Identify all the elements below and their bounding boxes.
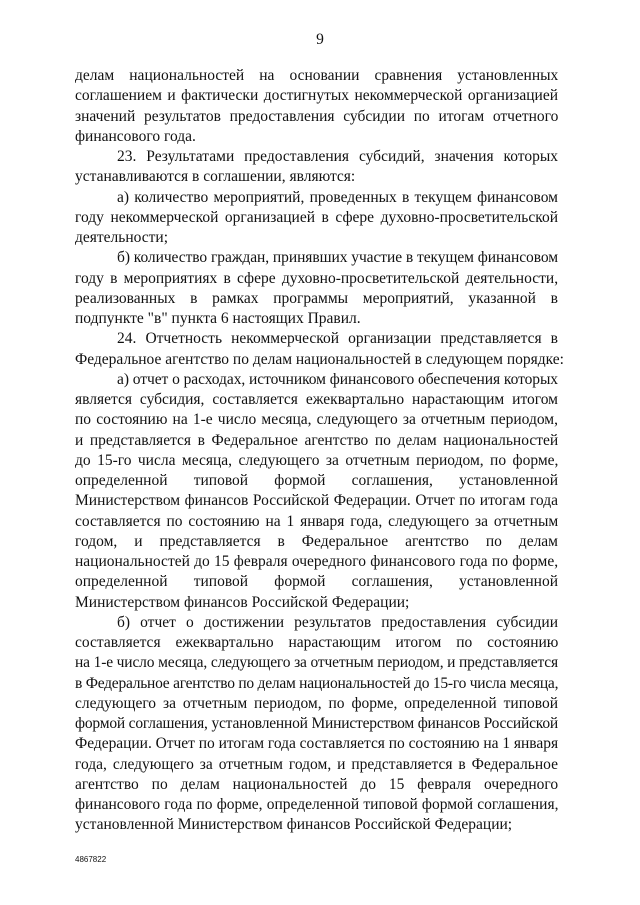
text-line: установленной Министерством финансов Российской Федерации; xyxy=(75,816,513,834)
paragraph xyxy=(75,613,558,836)
text-line: агентство по делам национальностей до 15 февраля очередного xyxy=(75,775,559,793)
text-line: года, следующего за отчетным годом, и представляется в Федеральное xyxy=(75,755,558,773)
paragraph xyxy=(75,248,558,329)
text-line: Федеральное агентство по делам национальностей в следующем порядке: xyxy=(75,350,564,368)
paragraph xyxy=(75,329,564,370)
text-line: 23. Результатами предоставления субсидий, значения которых xyxy=(117,148,558,165)
text-line: до 15-го числа месяца, следующего за отчетным периодом, по форме, xyxy=(75,451,559,469)
text-line: следующего за отчетным периодом, по форме, определенной типовой xyxy=(75,694,558,712)
text-line: составляется ежеквартально нарастающим итогом по состоянию xyxy=(75,634,559,651)
text-line: делам национальностей на основании сравнения установленных xyxy=(75,67,559,84)
text-line: финансового года. xyxy=(75,127,196,145)
text-line: по состоянию на 1-е число месяца, следующего за отчетным периодом, xyxy=(75,411,558,429)
text-line: году некоммерческой организацией в сфере духовно-просветительской xyxy=(75,208,558,226)
text-line: Министерством финансов Российской Федерации; xyxy=(75,593,410,611)
text-line: является субсидия, составляется ежеквартально нарастающим итогом xyxy=(75,391,558,408)
text-line: б) отчет о достижении результатов предоставления субсидии xyxy=(117,613,558,631)
text-line: 24. Отчетность некоммерческой организации представляется в xyxy=(117,330,558,348)
text-line: формой соглашения, установленной Министерством финансов Российской xyxy=(75,715,558,732)
text-line: в Федеральное агентство по делам национальностей до 15-го числа месяца, xyxy=(75,674,559,692)
text-line: определенной типовой формой соглашения, установленной xyxy=(75,573,558,591)
text-line: на 1-е число месяца, следующего за отчетным периодом, и представляется xyxy=(75,654,558,672)
text-line: значений результатов предоставления субсидии по итогам отчетного xyxy=(75,107,559,125)
text-line: Федерации. Отчет по итогам года составляется по состоянию на 1 января xyxy=(75,735,559,753)
paragraph xyxy=(75,147,558,188)
text-line: Министерством финансов Российской Федерации. Отчет по итогам года xyxy=(75,492,558,510)
text-line: годом, и представляется в Федеральное агентство по делам xyxy=(75,532,558,550)
paragraph xyxy=(75,188,558,249)
text-line: и представляется в Федеральное агентство по делам национальностей xyxy=(75,431,559,449)
text-line: деятельности; xyxy=(75,229,169,246)
text-line: устанавливаются в соглашении, являются: xyxy=(75,168,356,186)
text-line: финансового года по форме, определенной типовой формой соглашения, xyxy=(75,796,559,813)
text-line: а) отчет о расходах, источником финансового обеспечения которых xyxy=(117,370,558,388)
text-line: а) количество мероприятий, проведенных в текущем финансовом xyxy=(117,188,558,206)
document-code: 4867822 xyxy=(75,855,107,864)
text-line: подпункте "в" пункта 6 настоящих Правил. xyxy=(75,310,361,327)
text-line: национальностей до 15 февраля очередного финансового года по форме, xyxy=(75,553,559,570)
paragraph xyxy=(75,370,558,613)
text-line: реализованных в рамках программы мероприятий, указанной в xyxy=(75,289,558,307)
text-line: соглашением и фактически достигнутых некоммерческой организацией xyxy=(75,87,559,105)
text-line: году в мероприятиях в сфере духовно-просветительской деятельности, xyxy=(75,269,559,287)
page-number: 9 xyxy=(316,31,324,48)
document-body xyxy=(75,66,564,836)
text-line: составляется по состоянию на 1 января года, следующего за отчетным xyxy=(75,512,559,530)
text-line: определенной типовой формой соглашения, установленной xyxy=(75,472,558,489)
paragraph xyxy=(75,66,558,147)
text-line: б) количество граждан, принявших участие в текущем финансовом xyxy=(117,249,558,267)
